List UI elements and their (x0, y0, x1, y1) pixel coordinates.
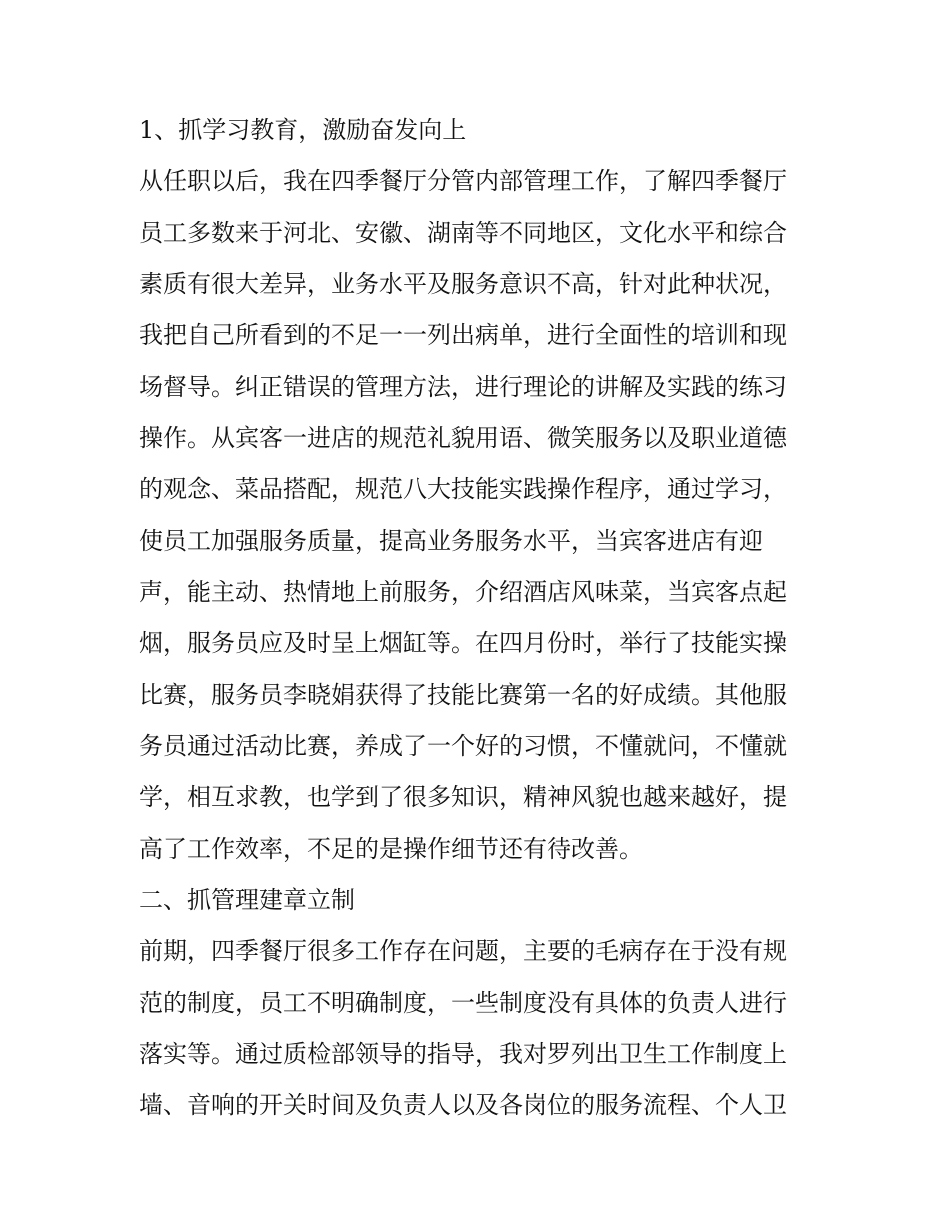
paragraph-line: 声，能主动、热情地上前服务，介绍酒店风味菜，当宾客点起 (139, 577, 787, 606)
paragraph-line: 落实等。通过质检部领导的指导，我对罗列出卫生工作制度上 (139, 1039, 787, 1068)
paragraph-line: 员工多数来于河北、安徽、湖南等不同地区，文化水平和综合 (139, 218, 787, 247)
paragraph-line: 前期，四季餐厅很多工作存在问题，主要的毛病存在于没有规 (139, 937, 787, 966)
paragraph-line: 比赛，服务员李晓娟获得了技能比赛第一名的好成绩。其他服 (139, 680, 787, 709)
section-heading-2: 二、抓管理建章立制 (139, 885, 355, 914)
paragraph-line: 学，相互求教，也学到了很多知识，精神风貌也越来越好，提 (139, 783, 787, 812)
paragraph-line: 范的制度，员工不明确制度，一些制度没有具体的负责人进行 (139, 988, 787, 1017)
document-body (139, 112, 819, 1139)
paragraph-line: 务员通过活动比赛，养成了一个好的习惯，不懂就问，不懂就 (139, 731, 787, 760)
paragraph-line: 素质有很大差异，业务水平及服务意识不高，针对此种状况， (139, 269, 787, 298)
paragraph-line: 烟，服务员应及时呈上烟缸等。在四月份时，举行了技能实操 (139, 629, 787, 658)
paragraph-line: 墙、音响的开关时间及负责人以及各岗位的服务流程、个人卫 (139, 1091, 787, 1120)
paragraph-line: 从任职以后，我在四季餐厅分管内部管理工作，了解四季餐厅 (139, 167, 787, 196)
paragraph-line: 场督导。纠正错误的管理方法，进行理论的讲解及实践的练习 (139, 372, 787, 401)
paragraph-line: 的观念、菜品搭配，规范八大技能实践操作程序，通过学习， (139, 475, 787, 504)
paragraph-line: 操作。从宾客一进店的规范礼貌用语、微笑服务以及职业道德 (139, 423, 787, 452)
paragraph-line: 我把自己所看到的不足一一列出病单，进行全面性的培训和现 (139, 321, 787, 350)
paragraph-line: 使员工加强服务质量，提高业务服务水平，当宾客进店有迎 (139, 526, 763, 555)
paragraph-line: 高了工作效率，不足的是操作细节还有待改善。 (139, 834, 643, 863)
section-heading-1: 1、抓学习教育，激励奋发向上 (139, 116, 467, 144)
